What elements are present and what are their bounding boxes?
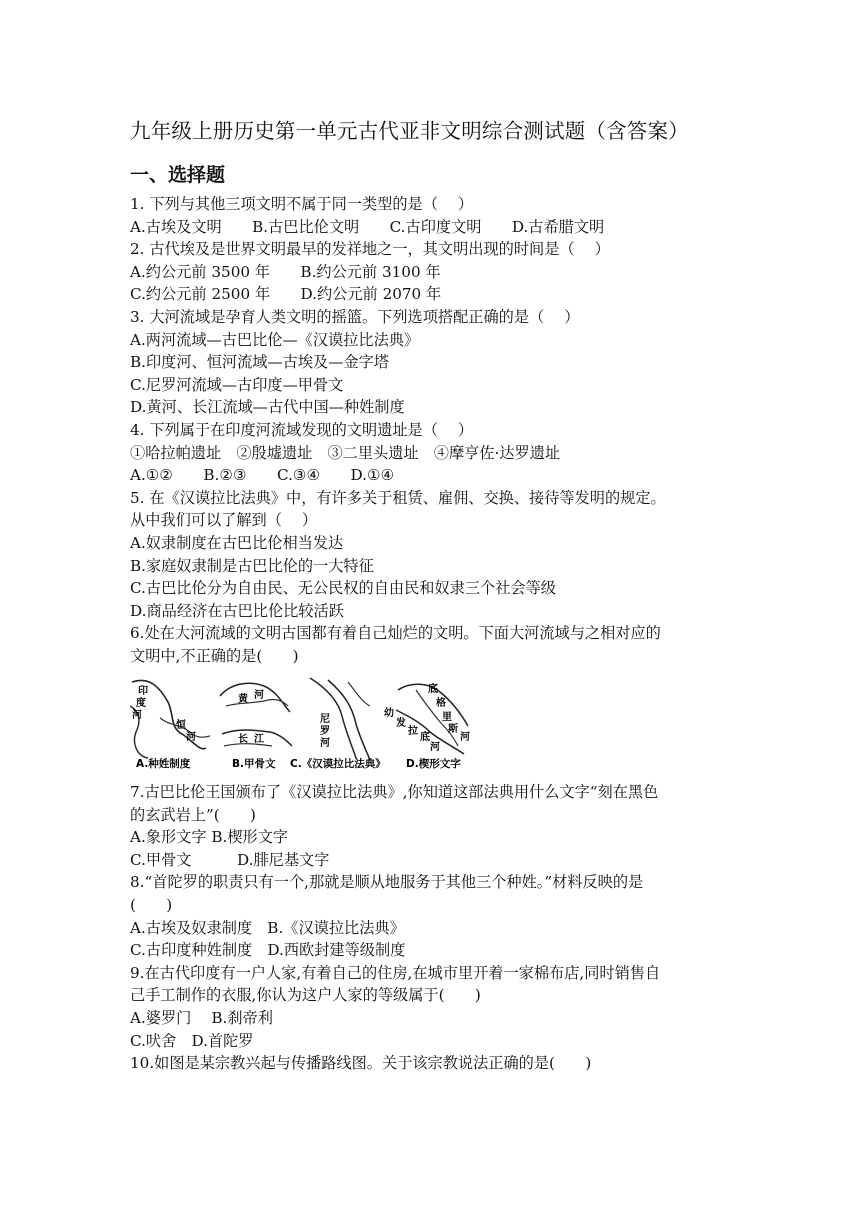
text-line: 10.如图是某宗教兴起与传播路线图。关于该宗教说法正确的是( ): [130, 1054, 592, 1073]
text-line: 2. 古代埃及是世界文明最早的发祥地之一，其文明出现的时间是（ ）: [130, 240, 610, 259]
text-line: 9.在古代印度有一户人家,有着自己的住房,在城市里开着一家棉布店,同时销售自: [130, 963, 661, 982]
river-maps-svg: [130, 676, 475, 770]
map-label: 发: [396, 718, 406, 729]
text-line: 8.“首陀罗的职责只有一个,那就是顺从地服务于其他三个种姓。”材料反映的是: [130, 873, 644, 892]
text-line: B.家庭奴隶制是古巴比伦的一大特征: [130, 556, 374, 575]
text-line: 的玄武岩上”( ): [130, 805, 256, 824]
questions-part-2: [130, 781, 740, 1075]
text-line: 6.处在大河流域的文明古国都有着自己灿烂的文明。下面大河流域与之相对应的: [130, 624, 661, 643]
map-panel-d: [384, 682, 470, 770]
text-line: C.约公元前 2500 年 D.约公元前 2070 年: [130, 285, 442, 304]
text-line: A.象形文字 B.楔形文字: [130, 828, 289, 847]
map-label: 里: [442, 712, 452, 723]
map-label: 罗: [320, 726, 330, 737]
map-label: 底: [420, 732, 430, 743]
map-label: 河: [186, 732, 196, 743]
text-line: C.古印度种姓制度 D.西欧封建等级制度: [130, 941, 406, 960]
map-label: 河: [460, 732, 470, 743]
text-line: 4. 下列属于在印度河流域发现的文明遗址是（ ）: [130, 420, 474, 439]
text-line: 7.古巴比伦王国颁布了《汉谟拉比法典》,你知道这部法典用什么文字“刻在黑色: [130, 783, 659, 801]
map-label: 格: [436, 698, 446, 709]
text-line: A.婆罗门 B.刹帝利: [130, 1008, 273, 1027]
text-line: ( ): [130, 895, 173, 914]
text-line: A.古埃及文明 B.古巴比伦文明 C.古印度文明 D.古希腊文明: [130, 217, 605, 236]
map-label: 江: [254, 734, 264, 745]
map-caption: B.甲骨文: [232, 758, 276, 770]
text-line: 从中我们可以了解到（ ）: [130, 511, 318, 530]
map-label: 尼: [320, 714, 330, 725]
map-label: 河: [430, 742, 440, 753]
map-label: 恒: [176, 720, 186, 731]
text-line: C.甲骨文 D.腓尼基文字: [130, 850, 330, 869]
text-line: 5. 在《汉谟拉比法典》中，有许多关于租赁、雇佣、交换、接待等发明的规定。: [130, 488, 666, 507]
map-label: 底: [428, 684, 438, 695]
text-line: 1. 下列与其他三项文明不属于同一类型的是（ ）: [130, 195, 474, 213]
map-caption: C.《汉谟拉比法典》: [290, 758, 386, 770]
questions-part-1: [130, 193, 740, 667]
river-maps-figure: [130, 676, 475, 770]
map-panel-a: [130, 680, 210, 770]
text-line: A.两河流域—古巴比伦—《汉谟拉比法典》: [130, 330, 420, 349]
map-caption: A.种姓制度: [136, 758, 191, 770]
document-title: 九年级上册历史第一单元古代亚非文明综合测试题（含答案）: [130, 119, 689, 143]
map-label: 河: [132, 710, 142, 721]
map-label: 度: [136, 698, 146, 709]
text-line: C.吠舍 D.首陀罗: [130, 1031, 254, 1050]
map-label: 斯: [448, 724, 458, 735]
text-line: A.约公元前 3500 年 B.约公元前 3100 年: [130, 262, 441, 281]
text-line: A.奴隶制度在古巴比伦相当发达: [130, 533, 344, 552]
text-line: A.①② B.②③ C.③④ D.①④: [130, 466, 395, 485]
map-label: 拉: [408, 726, 418, 737]
map-caption: D.楔形文字: [406, 758, 461, 770]
map-panel-c: [290, 678, 386, 770]
section-heading: 一、选择题: [130, 164, 226, 186]
map-label: 长: [238, 734, 248, 745]
text-line: 文明中,不正确的是( ): [130, 646, 299, 665]
text-line: ①哈拉帕遗址 ②殷墟遗址 ③二里头遗址 ④摩亨佐·达罗遗址: [130, 443, 561, 462]
text-line: C.尼罗河流域—古印度—甲骨文: [130, 375, 344, 394]
text-line: A.古埃及奴隶制度 B.《汉谟拉比法典》: [130, 918, 405, 937]
text-line: D.黄河、长江流域—古代中国—种姓制度: [130, 398, 405, 417]
text-line: 3. 大河流域是孕育人类文明的摇篮。下列选项搭配正确的是（ ）: [130, 307, 580, 326]
text-line: 己手工制作的衣服,你认为这户人家的等级属于( ): [130, 986, 481, 1005]
map-label: 幼: [384, 708, 394, 719]
map-label: 河: [320, 738, 330, 749]
map-label: 黄: [238, 694, 248, 705]
text-line: C.古巴比伦分为自由民、无公民权的自由民和奴隶三个社会等级: [130, 579, 556, 598]
text-line: D.商品经济在古巴比伦比较活跃: [130, 601, 344, 620]
map-panel-b: [220, 683, 292, 770]
map-label: 河: [254, 690, 264, 701]
text-line: B.印度河、恒河流域—古埃及—金字塔: [130, 353, 389, 372]
map-label: 印: [138, 686, 148, 697]
